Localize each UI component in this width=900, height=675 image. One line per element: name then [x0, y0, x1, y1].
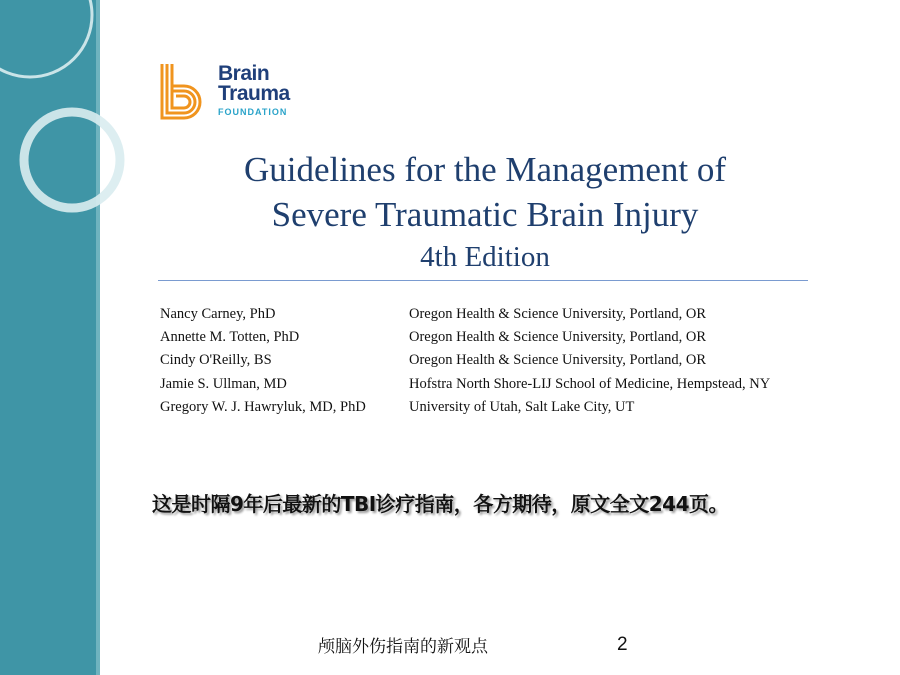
- brain-trauma-foundation-logo: [158, 62, 318, 122]
- author-name: Cindy O'Reilly, BS: [160, 352, 272, 369]
- logo-wordmark: [218, 64, 290, 117]
- author-row: [160, 326, 770, 349]
- chinese-annotation: 这是时隔9年后最新的TBI诊疗指南，各方期待，原文全文244页。: [152, 492, 728, 516]
- author-name: Annette M. Totten, PhD: [160, 329, 300, 346]
- author-name: Nancy Carney, PhD: [160, 306, 276, 322]
- logo-word-brain: Brain: [218, 62, 270, 85]
- author-affiliation: Oregon Health & Science University, Portland, OR: [409, 329, 707, 346]
- decorative-circles: [0, 0, 140, 260]
- page-title: [160, 147, 810, 277]
- logo-word-foundation: FOUNDATION: [218, 107, 288, 117]
- page-number: 2: [617, 634, 628, 655]
- author-list: [160, 303, 770, 419]
- author-row: [160, 396, 770, 419]
- footer-title: 颅脑外伤指南的新观点: [318, 637, 488, 657]
- author-affiliation: University of Utah, Salt Lake City, UT: [409, 398, 635, 415]
- author-row: [160, 373, 770, 396]
- decor-circle-top: [0, 0, 92, 77]
- title-edition: 4th Edition: [420, 241, 550, 273]
- author-affiliation: Oregon Health & Science University, Portland, OR: [409, 352, 707, 369]
- title-divider: [158, 280, 808, 281]
- author-name: Gregory W. J. Hawryluk, MD, PhD: [160, 398, 366, 415]
- author-row: [160, 349, 770, 372]
- logo-mark-icon: [158, 62, 208, 120]
- title-line-2: Severe Traumatic Brain Injury: [271, 195, 699, 234]
- author-name: Jamie S. Ullman, MD: [160, 375, 287, 392]
- author-row: [160, 303, 770, 326]
- author-affiliation: Hofstra North Shore-LIJ School of Medicine, Hempstead, NY: [409, 375, 771, 392]
- author-affiliation: Oregon Health & Science University, Portland, OR: [409, 306, 707, 322]
- title-line-1: Guidelines for the Management of: [243, 150, 727, 189]
- decor-circle-mid: [24, 112, 120, 208]
- logo-word-trauma: Trauma: [218, 82, 290, 105]
